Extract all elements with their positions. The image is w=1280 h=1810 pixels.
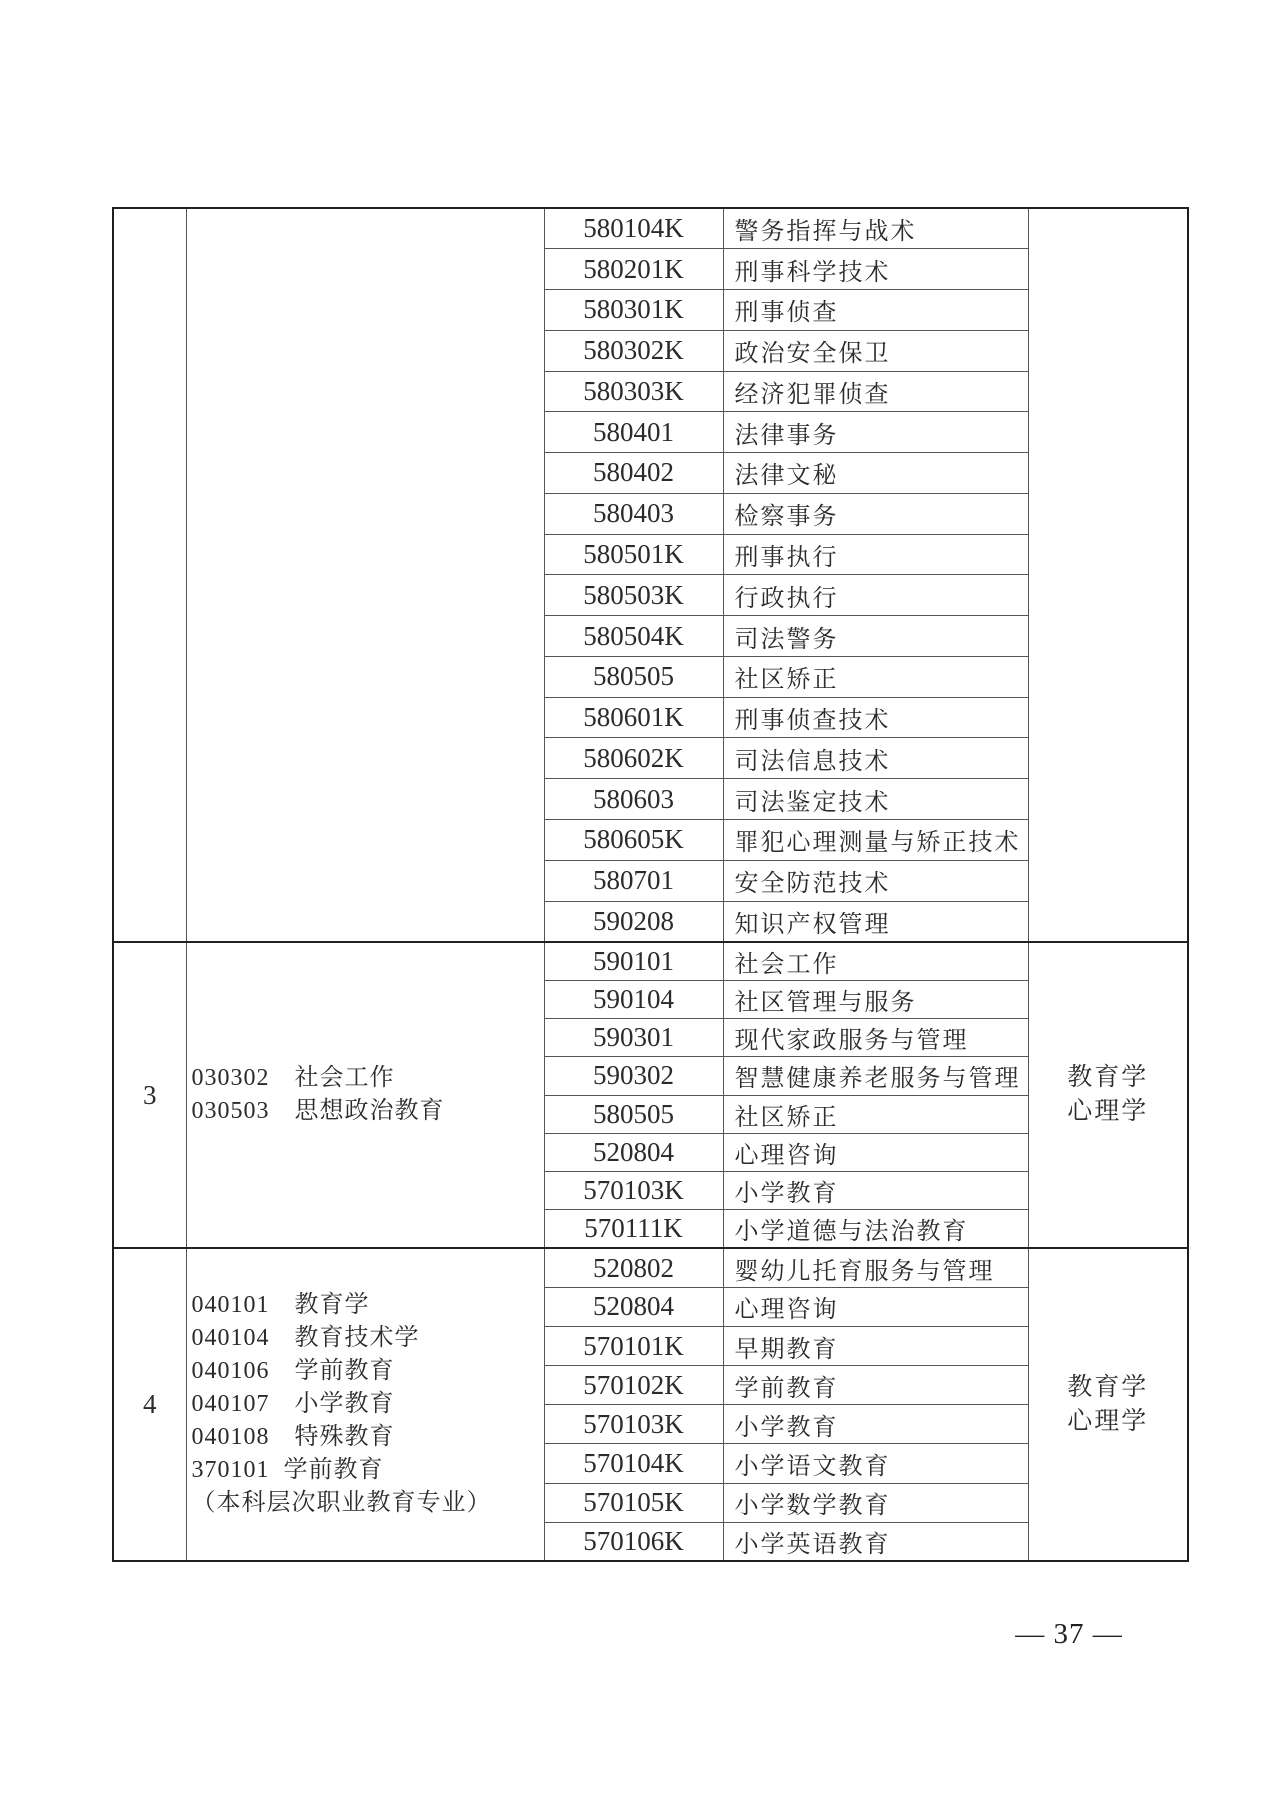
major-name-cell: 警务指挥与战术 [723,208,1028,249]
major-name-cell: 刑事侦查技术 [723,697,1028,738]
major-name-cell: 心理咨询 [723,1133,1028,1171]
major-code-cell: 520804 [544,1287,723,1326]
undergrad-majors-cell [186,1248,544,1561]
major-code-cell: 580201K [544,249,723,290]
major-name-cell: 安全防范技术 [723,860,1028,901]
table-row [113,942,1188,981]
major-code-cell: 580501K [544,534,723,575]
majors-line: 370101 学前教育 [191,1457,384,1484]
major-code-cell: 580602K [544,738,723,779]
major-name-cell: 社会工作 [723,942,1028,981]
major-name-cell: 政治安全保卫 [723,330,1028,371]
majors-line: 030302 社会工作 [191,1065,395,1092]
major-name-cell: 司法信息技术 [723,738,1028,779]
major-code-cell: 580302K [544,330,723,371]
major-code-cell: 580505 [544,1095,723,1133]
major-code-cell: 580701 [544,860,723,901]
subject-line: 心理学 [1067,1407,1149,1435]
major-code-cell: 520802 [544,1248,723,1287]
exam-subjects-cell [1028,1248,1188,1561]
major-code-cell: 580403 [544,493,723,534]
major-name-cell: 经济犯罪侦查 [723,371,1028,412]
major-code-cell: 570103K [544,1172,723,1210]
major-name-cell: 婴幼儿托育服务与管理 [723,1248,1028,1287]
major-code-cell: 570111K [544,1210,723,1249]
major-name-cell: 心理咨询 [723,1287,1028,1326]
major-name-cell: 小学教育 [723,1172,1028,1210]
major-name-cell: 刑事科学技术 [723,249,1028,290]
group-seq-cell [113,208,186,942]
major-code-cell: 580603 [544,779,723,820]
major-name-cell: 社区管理与服务 [723,980,1028,1018]
table-row [113,1248,1188,1287]
major-code-cell: 520804 [544,1133,723,1171]
exam-subjects-cell [1028,208,1188,942]
major-name-cell: 社区矫正 [723,656,1028,697]
major-code-cell: 570106K [544,1522,723,1561]
major-code-cell: 580402 [544,453,723,494]
table-row [113,208,1188,249]
major-code-cell: 580104K [544,208,723,249]
major-name-cell: 司法鉴定技术 [723,779,1028,820]
major-code-cell: 570104K [544,1444,723,1483]
major-name-cell: 刑事执行 [723,534,1028,575]
majors-line: 040108 特殊教育 [191,1424,395,1451]
major-name-cell: 小学数学教育 [723,1483,1028,1522]
majors-line: （本科层次职业教育专业） [191,1490,492,1517]
major-name-cell: 智慧健康养老服务与管理 [723,1057,1028,1095]
major-name-cell: 行政执行 [723,575,1028,616]
major-code-cell: 580301K [544,290,723,331]
major-name-cell: 小学语文教育 [723,1444,1028,1483]
major-name-cell: 知识产权管理 [723,901,1028,942]
major-code-cell: 590104 [544,980,723,1018]
subject-line: 教育学 [1067,1064,1149,1092]
major-name-cell: 法律事务 [723,412,1028,453]
undergrad-majors-cell [186,942,544,1249]
group-seq-cell: 4 [113,1248,186,1561]
major-name-cell: 社区矫正 [723,1095,1028,1133]
major-name-cell: 刑事侦查 [723,290,1028,331]
subject-line: 教育学 [1067,1373,1149,1401]
majors-line: 030503 思想政治教育 [191,1098,445,1125]
subject-line: 心理学 [1067,1098,1149,1126]
major-code-cell: 580303K [544,371,723,412]
majors-line: 040107 小学教育 [191,1391,395,1418]
major-code-cell: 570103K [544,1405,723,1444]
major-name-cell: 早期教育 [723,1327,1028,1366]
major-name-cell: 检察事务 [723,493,1028,534]
major-code-cell: 590302 [544,1057,723,1095]
major-code-cell: 580605K [544,819,723,860]
majors-line: 040106 学前教育 [191,1358,395,1385]
major-name-cell: 司法警务 [723,616,1028,657]
major-code-cell: 580505 [544,656,723,697]
table-body [113,208,1188,1561]
major-code-cell: 570101K [544,1327,723,1366]
majors-line: 040101 教育学 [191,1292,370,1319]
major-code-cell: 580503K [544,575,723,616]
major-code-cell: 580401 [544,412,723,453]
major-name-cell: 罪犯心理测量与矫正技术 [723,819,1028,860]
major-name-cell: 法律文秘 [723,453,1028,494]
codes-table [112,207,1189,1562]
major-code-cell: 590101 [544,942,723,981]
major-code-cell: 580601K [544,697,723,738]
majors-line: 040104 教育技术学 [191,1325,420,1352]
group-seq-cell: 3 [113,942,186,1249]
major-code-cell: 570105K [544,1483,723,1522]
major-name-cell: 小学教育 [723,1405,1028,1444]
major-name-cell: 现代家政服务与管理 [723,1019,1028,1057]
major-code-cell: 590301 [544,1019,723,1057]
page-number: — 37 — [1015,1618,1123,1650]
major-code-cell: 580504K [544,616,723,657]
major-code-cell: 590208 [544,901,723,942]
exam-subjects-cell [1028,942,1188,1249]
major-code-cell: 570102K [544,1366,723,1405]
undergrad-majors-cell [186,208,544,942]
major-name-cell: 小学英语教育 [723,1522,1028,1561]
major-name-cell: 小学道德与法治教育 [723,1210,1028,1249]
major-name-cell: 学前教育 [723,1366,1028,1405]
